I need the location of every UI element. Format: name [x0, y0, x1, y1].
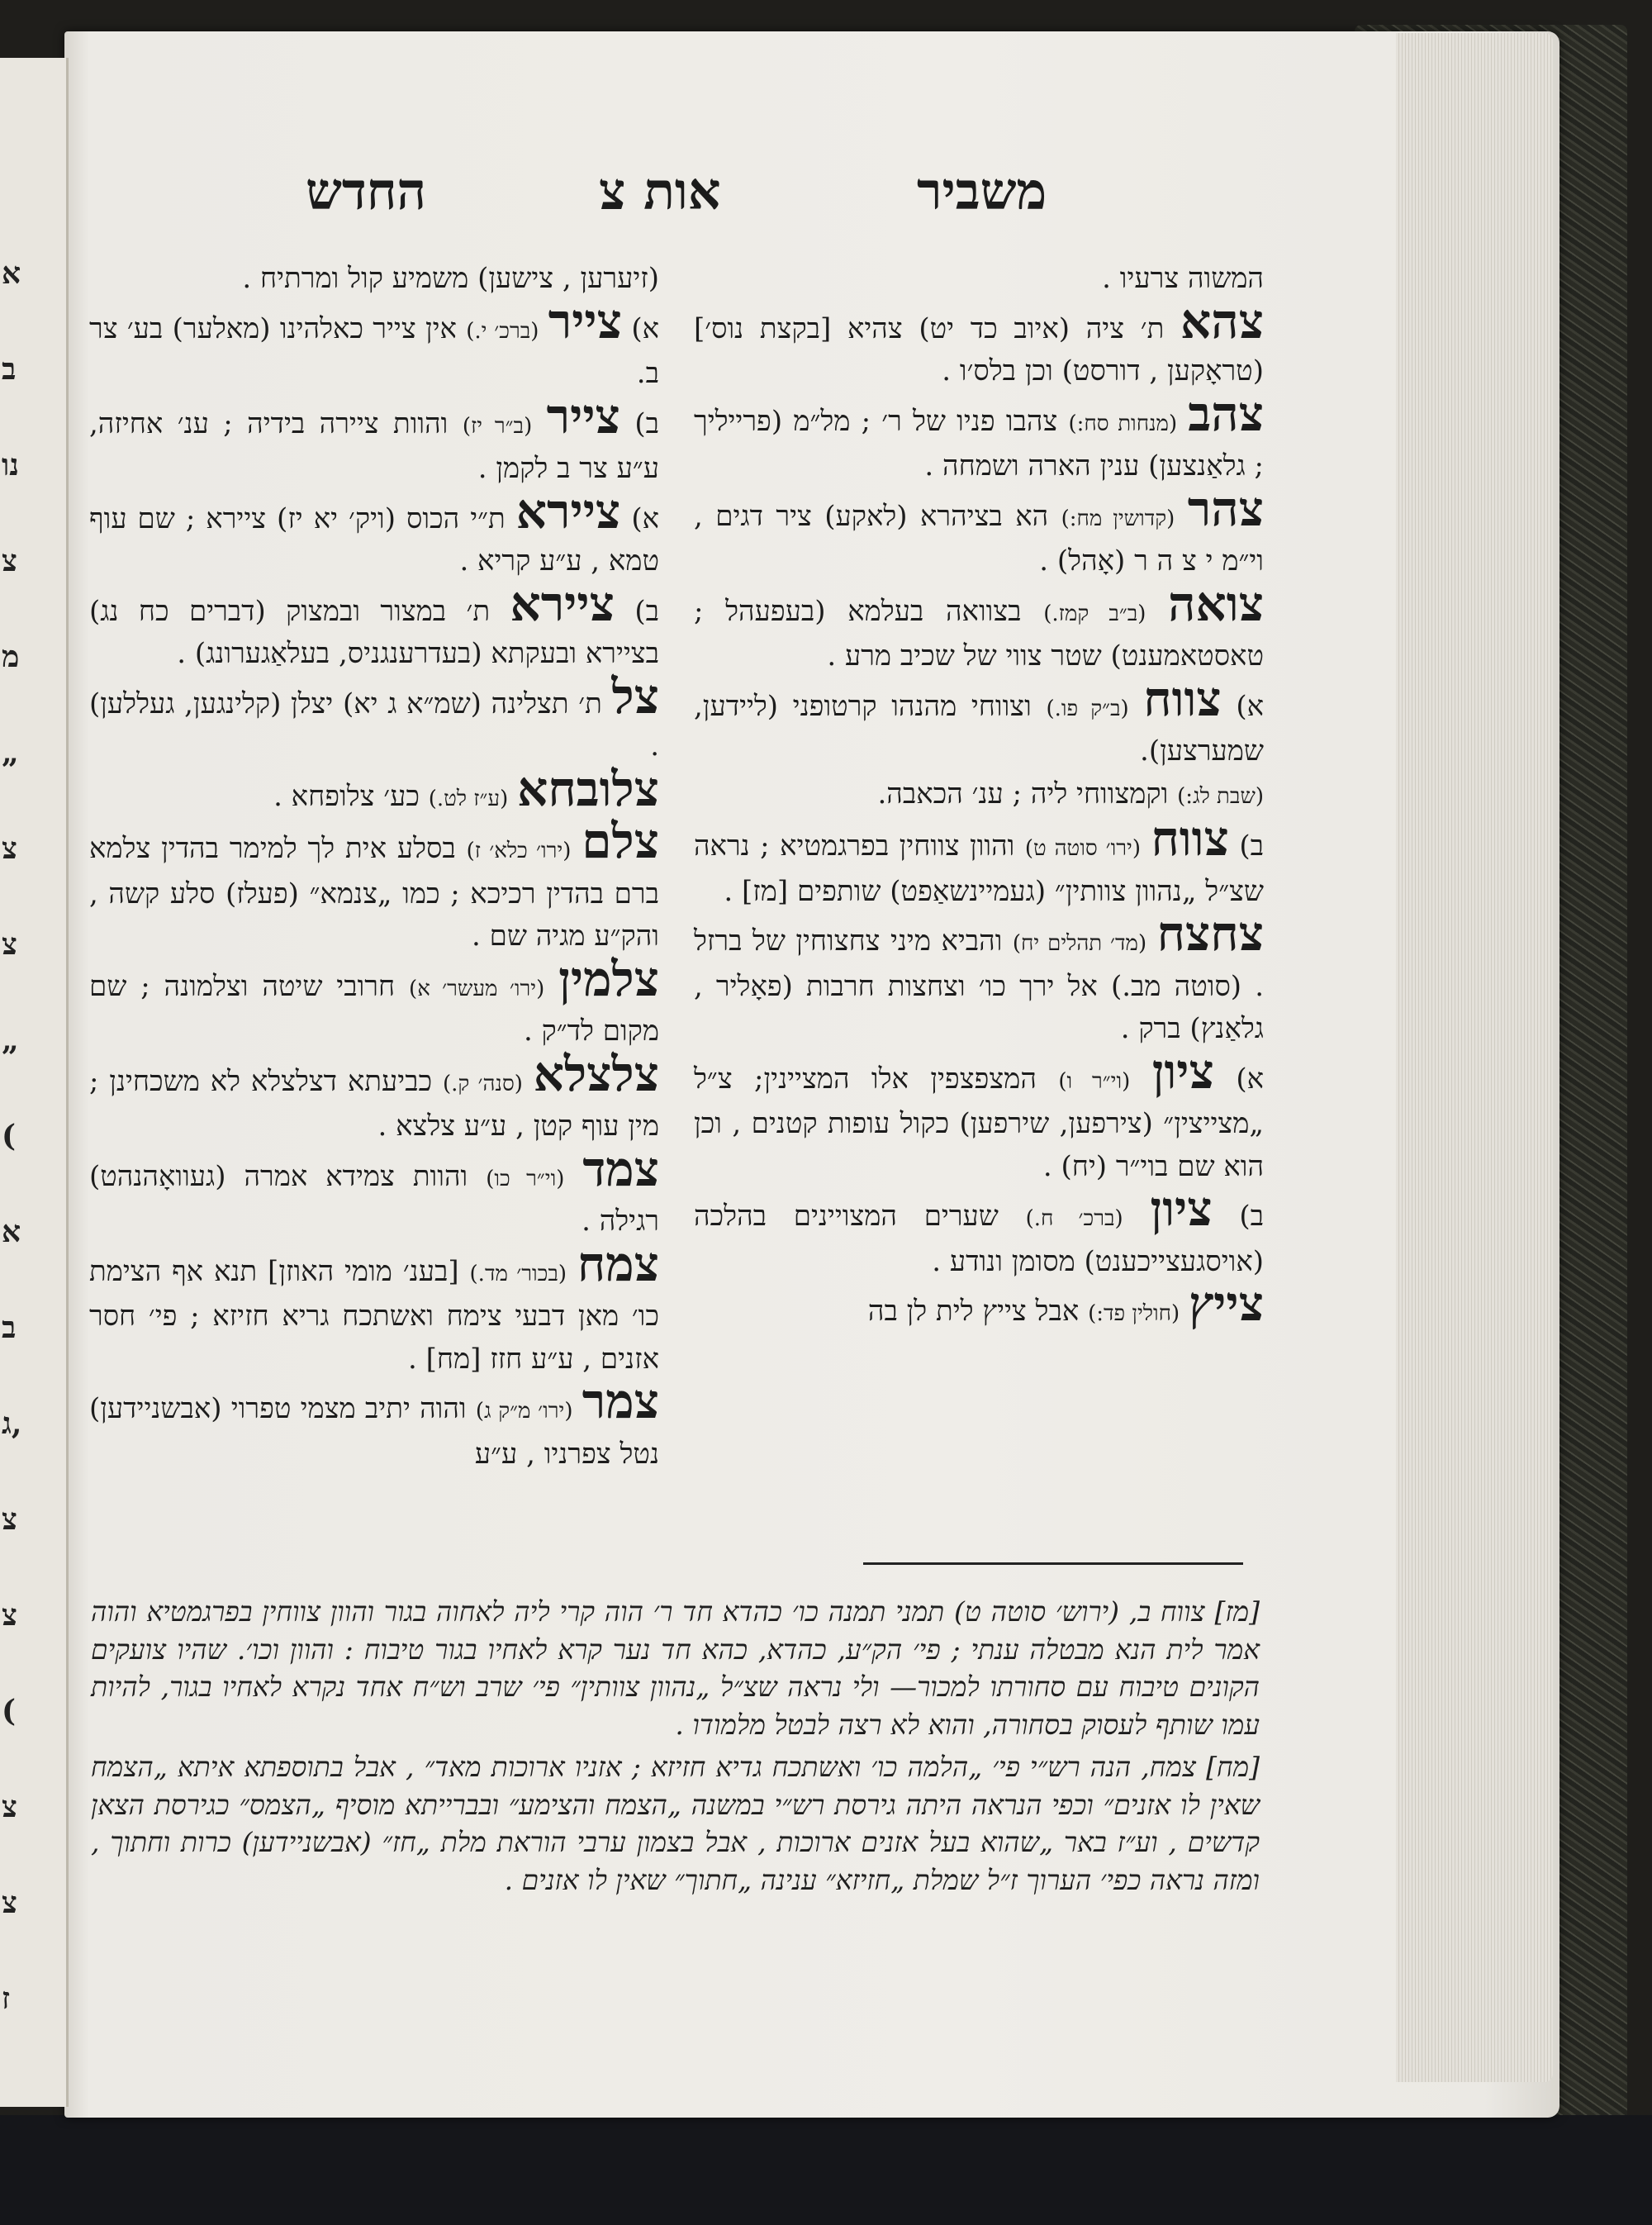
entry-index: ב): [1239, 830, 1265, 863]
entry-index: א): [631, 502, 660, 535]
entry-headword: צהב: [1188, 385, 1264, 442]
entry-text: בסלע אית לך למימר בהדין צלמא ברם בהדין רכיכא ; כמו „צנמא״ (פעלז) סלע קשה , והק״ע מגיה שם .: [89, 832, 659, 953]
facing-page-fragment: צ: [2, 544, 17, 578]
page-edges: [1396, 33, 1553, 2082]
entry-index: א): [631, 311, 660, 345]
entry-headword: צווח: [1151, 811, 1229, 867]
entry-source: (וי״ר כו): [486, 1166, 565, 1191]
entry-headword: צמר: [582, 1373, 660, 1429]
entry-source: (ב״ב קמז.): [1043, 601, 1146, 626]
entry-text: בצוואה בעלמא (בעפעהל ; טאסטאמענט) שטר צווי של שכיב מרע .: [694, 594, 1264, 673]
facing-page-fragment: צ: [2, 927, 17, 962]
facing-page: [0, 58, 69, 2107]
facing-page-fragment: (: [2, 1119, 17, 1153]
entry-headword: ציון: [1150, 1181, 1213, 1237]
entry-text: ת׳ תצלינה (שמ״א ג יא) יצלן (קלינגען, געללען) .: [89, 687, 659, 763]
entry-text: ת׳ ציה (איוב כד יט) צהיא [בקצת נוס׳] (טראָקען , דורסט) וכן בלס׳ו .: [694, 311, 1264, 387]
facing-page-fragment: ג,: [2, 1406, 22, 1441]
footnote: [מז] צווח ב, (ירוש׳ סוטה ט) תמני תמנה כו׳ כהדא חד ר׳ הוה קרי ליה לאחוה בגור והוון צווחין בפרגמטיא והוה אמר לית הנא מבטלה ענתי ; פי׳ הק״ע, כהדא, כהא חד נער קרא לאחיו בגור טיבוח : והוון וכו׳. שהיו צועקים הקונים טיבוח עם סחורתו למכור— ולי נראה שצ״ל „נהוון צוותין״ פי׳ שרב וש״ח אחד נקרא לאחיו בגור, להיות עמו שותף לעסוק בסחורה, והוא לא רצה לבטל מלמודו .: [91, 1595, 1260, 1741]
entry-text: צהבו פניו של ר׳ ; מל״מ (פרייליך ; גלאַנצען) ענין הארה ושמחה .: [694, 404, 1264, 483]
entry-text: ת״י הכוס (ויק׳ יא יז) ציירא ; שם עוף טמא , ע״ע קריא .: [89, 502, 659, 578]
entry-source: (ירו׳ סוטה ט): [1024, 836, 1142, 861]
entry-text: (זיערען , צישען) משמיע קול ומרתיח .: [242, 262, 659, 295]
entry-index: א): [1236, 689, 1264, 723]
facing-page-fragment: צ: [2, 1885, 17, 1920]
entry-headword: ציירא: [510, 575, 615, 632]
entry-index: א): [1236, 1062, 1264, 1096]
entry-headword: צלמין: [558, 950, 660, 1007]
entry-source: (ע״ז לט.): [428, 786, 509, 811]
entry-source: (מנחות סח:): [1068, 411, 1178, 436]
header-center: אות צ: [599, 161, 721, 221]
footnote: [מח] צמח, הנה רש״י פי׳ „הלמה כו׳ ואשתכח גדיא חזיזא ; אזניו ארוכות מאד״ , אבל בתוספתא איתא „הצמח שאין לו אזנים״ וכפי הנראה היתה גירסת רש״י במשנה „הצמח והצימע״ ובברייתא מוסיף „הצמס״ כגירסת הצאן קדשים , וע״ז באר „שהוא בעל אזנים ארוכות , אבל בצמון ערבי הוראת מלת „חז״ (אבשניידען) כרות וחתוך , ומזה נראה כפי׳ הערוך ז״ל שמלת „חזיזא״ ענינה „חתוך״ שאין לו אזנים .: [91, 1751, 1260, 1896]
entry-source: (ברכ׳ ח.): [1025, 1206, 1123, 1231]
dictionary-entry: [694, 906, 1264, 1051]
entry-headword: צווח: [1143, 670, 1222, 727]
header-right: משביר: [917, 161, 1047, 221]
entry-source: (קדושין מח:): [1061, 506, 1175, 531]
dictionary-entry: [89, 1235, 659, 1381]
entry-source: (ברכ׳ י.): [466, 318, 539, 344]
footnotes: [91, 1593, 1260, 1904]
entry-source: (ב״ק פו.): [1046, 696, 1129, 721]
facing-page-fragment: א: [2, 256, 21, 291]
entry-source: (סנה׳ ק.): [442, 1071, 523, 1096]
entry-text: [בענ׳ מומי האוזן] תנא אף הצימת כו׳ מאן דבעי צימח ואשתכח גריא חזיזא ; פי׳ חסר אזנים , ע״ע חזז [מח] .: [89, 1254, 659, 1376]
dictionary-entry: [694, 385, 1264, 488]
entry-headword: צייץ: [1188, 1276, 1264, 1332]
entry-headword: צייר: [548, 292, 623, 349]
entry-text: והוה יתיב מצמי טפרוי (אבשניידען) נטל צפרניו , ע״ע: [89, 1392, 659, 1471]
entry-text: והוון צווחין בפרגמטיא ; נראה שצ״ל „נהוון צוותין״ (געמיינשאַפט) שותפים [מז] .: [694, 830, 1264, 908]
entry-headword: צהא: [1180, 292, 1264, 349]
right-column: [694, 258, 1264, 1336]
entry-text: כביעתא דצלצלא לא משכחינן ; מין עוף קטן , ע״ע צלצא .: [89, 1064, 659, 1143]
header-left: החדש: [306, 161, 427, 221]
entry-text: הא בציהרא (לאקע) ציר דגים , וי״מ י צ ה ר (אָהל) .: [694, 499, 1264, 578]
facing-page-fragment: צ: [2, 831, 17, 866]
entry-source: (שבת לג:): [1177, 783, 1264, 809]
dictionary-entry: [694, 1276, 1264, 1336]
entry-headword: צמד: [582, 1140, 660, 1197]
entry-headword: ציירא: [515, 483, 621, 540]
entry-headword: צייר: [546, 387, 620, 445]
entry-headword: צואה: [1168, 575, 1264, 632]
entry-text: ת׳ במצור ובמצוק (דברים כח נג) בציירא ובעקתא (בעדרענגניס, בעלאַגערונג) .: [89, 594, 659, 670]
entry-source: (ירו׳ כלא׳ ז): [466, 839, 572, 863]
entry-text: והוות ציירה בידיה ; ענ׳ אחיזה, ע״ע צר ב לקמן .: [89, 406, 659, 485]
entry-index: ב): [1239, 1200, 1264, 1233]
facing-page-fragment: צ: [2, 1502, 17, 1537]
entry-headword: צהר: [1187, 480, 1264, 537]
dictionary-entry: [694, 258, 1264, 301]
dictionary-entry: [89, 575, 659, 676]
dictionary-entry: [694, 575, 1264, 678]
dictionary-entry: [89, 387, 660, 491]
entry-headword: צלובחא: [517, 760, 659, 817]
dictionary-entry: [694, 480, 1264, 583]
entry-text: והביא מיני צחצוחין של ברזל . (סוטה מב.) אל ירך כו׳ וצחצות חרבות (פאָליר , גלאַנץ) ברק .: [694, 925, 1264, 1045]
dictionary-entry: [694, 292, 1264, 393]
facing-page-fragment: מ: [2, 639, 20, 674]
entry-source: (ירו׳ מ״ק ג): [475, 1399, 573, 1424]
entry-source: (מד׳ תהלים יח): [1012, 931, 1147, 956]
entry-text: המשוה צרעיו .: [1102, 262, 1264, 295]
dictionary-entry: [694, 670, 1264, 773]
dictionary-entry: [89, 760, 659, 821]
entry-text: אבל צייץ לית לן בה: [867, 1295, 1080, 1328]
entry-text: שערים המצויינים בהלכה (אויסגעצייכענט) מסומן ונודע .: [694, 1200, 1264, 1278]
facing-page-fragment: „: [2, 1023, 19, 1058]
facing-page-fragment: א: [2, 1215, 21, 1249]
entry-text: אין צייר כאלהינו (מאלער) בע׳ צר ב.: [89, 311, 659, 390]
entry-source: (וי״ר ו): [1058, 1068, 1131, 1094]
dictionary-entry: [694, 1181, 1264, 1283]
entry-source: (ב״ר יז): [462, 413, 533, 439]
entry-headword: צמח: [577, 1235, 659, 1292]
entry-text: והוות צמידא אמרה (געוואָהנהט) רגילה .: [89, 1159, 659, 1238]
entry-source: (חולין פד:): [1088, 1301, 1180, 1326]
dictionary-entry: [89, 1140, 660, 1243]
facing-page-fragment: ז: [2, 1981, 11, 2016]
dictionary-entry: [89, 483, 660, 583]
facing-page-fragment: ב: [2, 1310, 17, 1345]
entry-headword: ציון: [1151, 1043, 1214, 1100]
entry-text: חרובי שיטה וצלמונה ; שם מקום לד״ק .: [89, 969, 659, 1048]
entry-headword: צלם: [582, 813, 659, 869]
entry-headword: צחצח: [1156, 906, 1264, 962]
facing-page-fragment: נו: [2, 448, 19, 483]
entry-source: (בכור׳ מד.): [469, 1261, 567, 1286]
entry-headword: צל: [611, 668, 660, 725]
dictionary-entry: [89, 950, 660, 1053]
dictionary-entry: [89, 1373, 660, 1476]
entry-index: ב): [634, 406, 660, 440]
dictionary-entry: [89, 668, 660, 768]
entry-index: ב): [634, 594, 659, 628]
dictionary-entry: [694, 1043, 1264, 1189]
background: [0, 2115, 1652, 2225]
entry-text: המצפצפין אלו המציינין; צ״ל „מצייצין״ (צירפען, שירפען) כקול עופות קטנים , וכן הוא שם בוי״ר (יח) .: [694, 1062, 1264, 1183]
facing-page-fragment: (: [2, 1694, 17, 1728]
facing-page-fragment: „: [2, 735, 19, 770]
entry-text: וצווחי מהנהו קרטופני (ליידען, שמערצען).: [694, 689, 1264, 768]
dictionary-entry: [89, 813, 659, 958]
footnote-rule: [863, 1562, 1243, 1565]
entry-text: וקמצווחי ליה ; ענ׳ הכאבה.: [877, 777, 1169, 811]
dictionary-entry: [694, 811, 1265, 913]
entry-headword: צלצלא: [533, 1045, 660, 1102]
facing-page-fragment: ב: [2, 352, 17, 387]
facing-page-fragment: צ: [2, 1598, 17, 1633]
entry-text: כע׳ צלופחא .: [273, 779, 420, 813]
dictionary-entry: [89, 292, 660, 396]
left-column: [89, 258, 659, 1476]
dictionary-entry: [89, 1045, 660, 1148]
facing-page-fragment: צ: [2, 1790, 17, 1824]
entry-source: (ירו׳ מעשר׳ א): [409, 976, 545, 1001]
